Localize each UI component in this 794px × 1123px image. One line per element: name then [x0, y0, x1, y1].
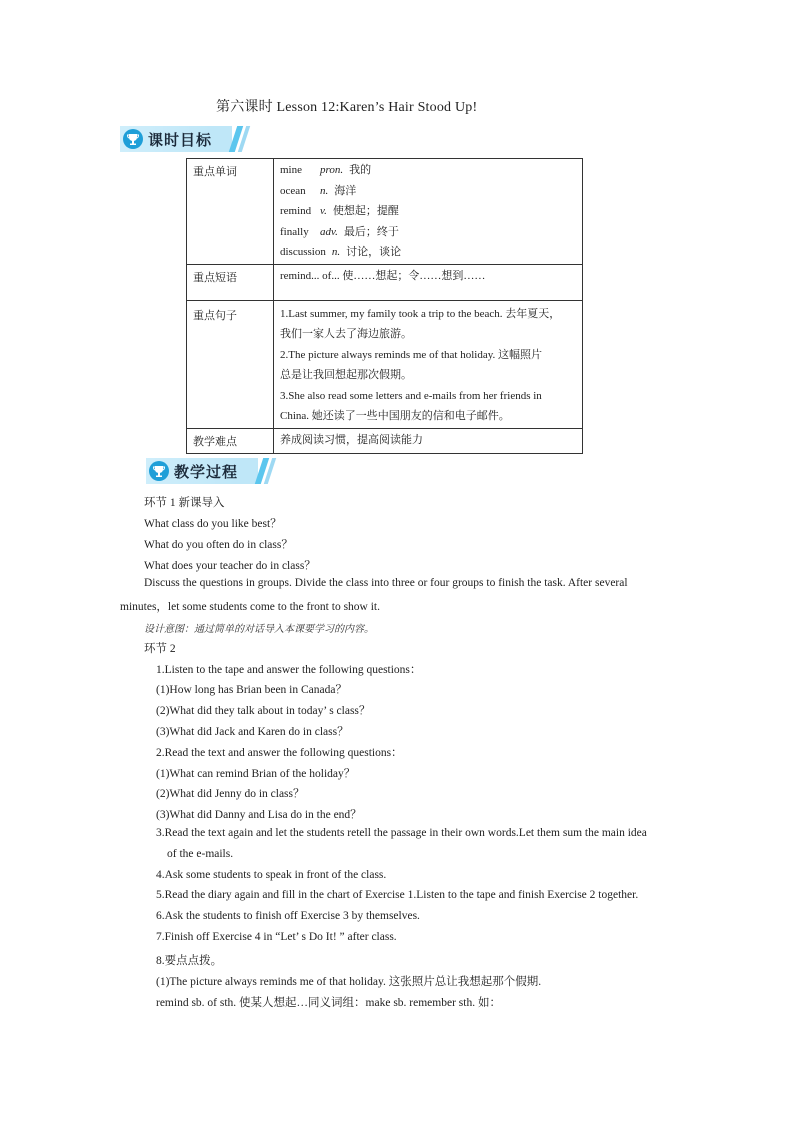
question-line: What do you often do in class？ — [144, 539, 293, 551]
table-row — [187, 264, 583, 300]
key-phrase-cell: remind... of... 使……想起；令……想到…… — [274, 264, 583, 300]
instruction-line: 1.Listen to the tape and answer the following questions： — [156, 664, 422, 676]
table-row — [187, 428, 583, 453]
section-banner-process — [146, 458, 276, 484]
paragraph-line: minutes，let some students come to the front to show it. — [120, 601, 380, 613]
note-line: (1)The picture always reminds me of that holiday. 这张照片总让我想起那个假期. — [156, 976, 542, 988]
row-header: 重点句子 — [187, 300, 274, 428]
instruction-line: 2.Read the text and answer the following questions： — [156, 747, 403, 759]
section-banner-goals — [120, 126, 250, 152]
row-header: 教学难点 — [187, 428, 274, 453]
word-entry: ocean n. 海洋 — [280, 183, 357, 197]
instruction-line: 5.Read the diary again and fill in the chart of Exercise 1.Listen to the tape and finish Exercise 2 together. — [156, 889, 639, 901]
question-line: (2)What did Jenny do in class？ — [156, 788, 305, 800]
step-heading: 环节 2 — [144, 643, 176, 655]
question-line: (2)What did they talk about in today’ s class？ — [156, 705, 371, 717]
question-line: What class do you like best？ — [144, 518, 282, 530]
paragraph-line: Discuss the questions in groups. Divide the class into three or four groups to finish the task. After several — [144, 577, 628, 589]
instruction-line: 7.Finish off Exercise 4 in “Let’ s Do It! ” after class. — [156, 931, 397, 943]
difficulty-cell: 养成阅读习惯，提高阅读能力 — [274, 428, 583, 453]
step-heading: 环节 1 新课导入 — [144, 497, 225, 509]
goals-table — [186, 158, 583, 454]
row-header: 重点短语 — [187, 264, 274, 300]
sentence-line: 总是让我回想起那次假期。 — [280, 368, 412, 381]
word-entry: mine pron. 我的 — [280, 163, 372, 176]
row-header: 重点单词 — [187, 159, 274, 265]
question-line: (3)What did Danny and Lisa do in the end？ — [156, 809, 362, 821]
sentence-line: 3.She also read some letters and e-mails from her friends in — [280, 389, 542, 402]
sentence-line: 我们一家人去了海边旅游。 — [280, 327, 412, 340]
question-line: What does your teacher do in class？ — [144, 560, 316, 572]
design-intent-note: 设计意图：通过简单的对话导入本课要学习的内容。 — [144, 624, 374, 635]
instruction-line: 8.要点点拨。 — [156, 955, 223, 967]
table-row — [187, 159, 583, 265]
table-row — [187, 300, 583, 428]
banner-label: 教学过程 — [174, 463, 239, 481]
key-words-cell — [274, 159, 583, 265]
question-line: (3)What did Jack and Karen do in class？ — [156, 726, 349, 738]
word-entry: discussion n. 讨论，谈论 — [280, 245, 402, 258]
sentence-line: China. 她还读了一些中国朋友的信和电子邮件。 — [280, 410, 510, 422]
banner-label: 课时目标 — [148, 131, 213, 149]
instruction-line: of the e-mails. — [167, 848, 234, 860]
lesson-title: 第六课时 Lesson 12:Karen’s Hair Stood Up! — [216, 100, 478, 115]
question-line: (1)How long has Brian been in Canada？ — [156, 684, 347, 696]
instruction-line: 3.Read the text again and let the students retell the passage in their own words.Let them sum the main idea — [156, 827, 647, 839]
word-entry: remind v. 使想起；提醒 — [280, 204, 399, 217]
key-sentences-cell — [274, 300, 583, 428]
sentence-line: 2.The picture always reminds me of that holiday. 这幅照片 — [280, 348, 543, 361]
word-entry: finally adv. 最后；终于 — [280, 224, 399, 238]
sentence-line: 1.Last summer, my family took a trip to the beach. 去年夏天， — [280, 307, 561, 320]
question-line: (1)What can remind Brian of the holiday？ — [156, 768, 356, 780]
trophy-icon — [149, 461, 169, 481]
trophy-icon — [123, 129, 143, 149]
instruction-line: 4.Ask some students to speak in front of the class. — [156, 869, 387, 881]
note-line: remind sb. of sth. 使某人想起…同义词组：make sb. remember sth. 如： — [156, 997, 501, 1009]
instruction-line: 6.Ask the students to finish off Exercise 3 by themselves. — [156, 910, 420, 922]
